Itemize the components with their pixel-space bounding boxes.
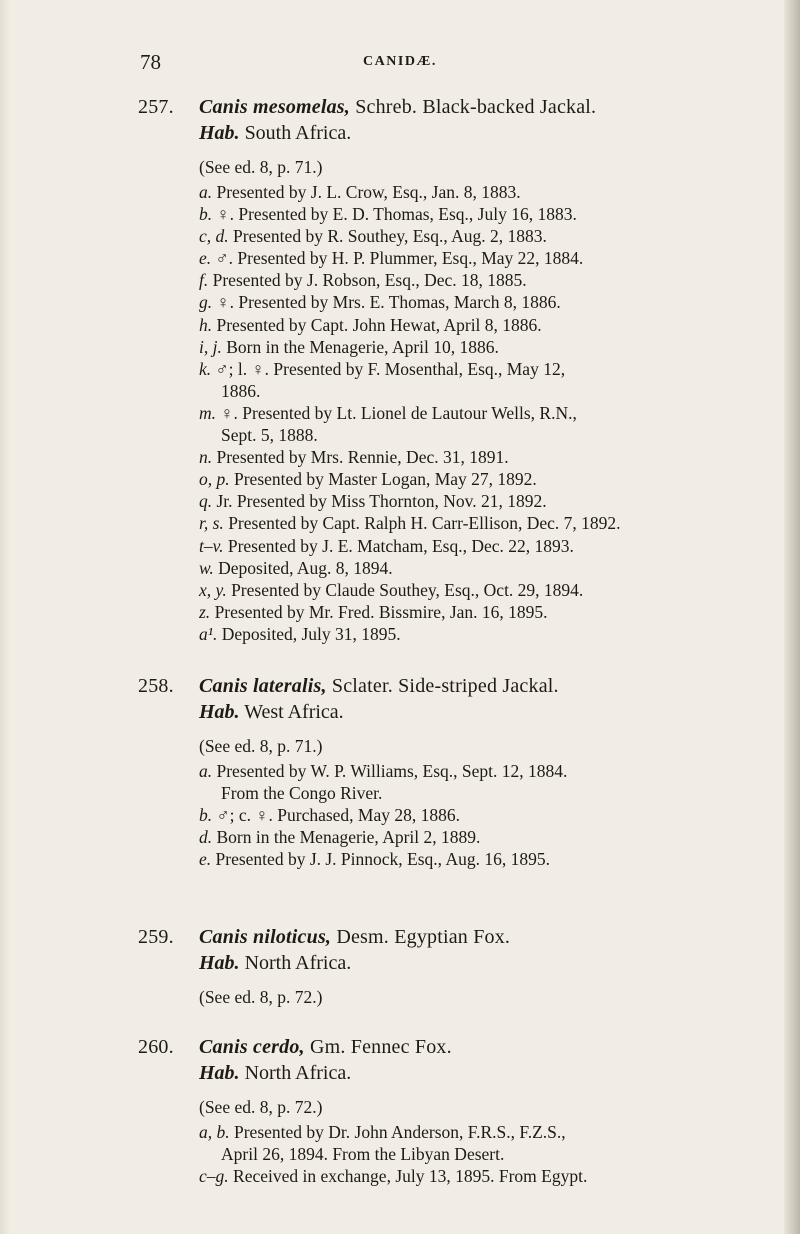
list-item: w. Deposited, Aug. 8, 1894. bbox=[199, 557, 393, 578]
habitat-label: Hab. bbox=[199, 122, 240, 144]
entry-257 bbox=[138, 94, 764, 645]
page-edge bbox=[784, 0, 800, 1234]
species-name: Canis niloticus, bbox=[199, 926, 332, 948]
habitat-line bbox=[199, 1060, 764, 1086]
entry-259 bbox=[138, 924, 764, 1011]
species-name: Canis mesomelas, bbox=[199, 96, 350, 118]
entry-number: 260. bbox=[138, 1036, 174, 1058]
habitat-label: Hab. bbox=[199, 1062, 240, 1084]
list-item: f. Presented by J. Robson, Esq., Dec. 18, 1885. bbox=[199, 270, 527, 291]
page-header bbox=[0, 50, 800, 80]
page-gutter-shadow bbox=[0, 0, 10, 1234]
entry-258 bbox=[138, 673, 764, 870]
see-reference: (See ed. 8, p. 71.) bbox=[199, 736, 323, 756]
species-common: Schreb. Black-backed Jackal. bbox=[350, 96, 597, 118]
list-item: i, j. Born in the Menagerie, April 10, 1886. bbox=[199, 336, 499, 357]
list-item: a, b. Presented by Dr. John Anderson, F.R.S., F.Z.S., April 26, 1894. From the Libyan Desert. bbox=[199, 1122, 566, 1165]
habitat-label: Hab. bbox=[199, 952, 240, 974]
running-head: CANIDÆ. bbox=[363, 54, 437, 69]
species-name: Canis cerdo, bbox=[199, 1036, 305, 1058]
list-item: m. ♀. Presented by Lt. Lionel de Lautour Wells, R.N., Sept. 5, 1888. bbox=[199, 402, 577, 446]
entry-title bbox=[138, 1034, 764, 1060]
list-item: k. ♂; l. ♀. Presented by F. Mosenthal, Esq., May 12, 1886. bbox=[199, 358, 566, 401]
list-item: a¹. Deposited, July 31, 1895. bbox=[199, 623, 401, 644]
species-common: Sclater. Side-striped Jackal. bbox=[326, 675, 559, 697]
habitat-text: West Africa. bbox=[239, 701, 344, 723]
see-reference: (See ed. 8, p. 72.) bbox=[199, 987, 323, 1007]
habitat-line bbox=[199, 699, 764, 725]
list-item: e. Presented by J. J. Pinnock, Esq., Aug. 16, 1895. bbox=[199, 849, 550, 870]
list-item: q. Jr. Presented by Miss Thornton, Nov. 21, 1892. bbox=[199, 491, 547, 512]
habitat-line bbox=[199, 950, 764, 976]
entry-title bbox=[138, 94, 764, 120]
list-item: t–v. Presented by J. E. Matcham, Esq., Dec. 22, 1893. bbox=[199, 535, 574, 556]
habitat-text: South Africa. bbox=[239, 122, 352, 144]
see-reference: (See ed. 8, p. 72.) bbox=[199, 1097, 323, 1117]
list-item: c–g. Received in exchange, July 13, 1895. From Egypt. bbox=[199, 1166, 588, 1187]
entry-number: 257. bbox=[138, 96, 174, 118]
entry-number: 258. bbox=[138, 675, 174, 697]
habitat-line bbox=[199, 120, 764, 146]
list-item: z. Presented by Mr. Fred. Bissmire, Jan. 16, 1895. bbox=[199, 601, 548, 622]
list-item: n. Presented by Mrs. Rennie, Dec. 31, 1891. bbox=[199, 447, 509, 468]
list-item: g. ♀. Presented by Mrs. E. Thomas, March 8, 1886. bbox=[199, 292, 561, 313]
list-item: a. Presented by J. L. Crow, Esq., Jan. 8, 1883. bbox=[199, 182, 521, 202]
list-item: h. Presented by Capt. John Hewat, April 8, 1886. bbox=[199, 314, 542, 335]
entry-number: 259. bbox=[138, 926, 174, 948]
habitat-text: North Africa. bbox=[239, 1062, 352, 1084]
list-item: b. ♀. Presented by E. D. Thomas, Esq., July 16, 1883. bbox=[199, 204, 577, 225]
list-item: a. Presented by W. P. Williams, Esq., Sept. 12, 1884. From the Congo River. bbox=[199, 761, 568, 804]
entry-title bbox=[138, 924, 764, 950]
habitat-text: North Africa. bbox=[239, 952, 352, 974]
list-item: x, y. Presented by Claude Southey, Esq., Oct. 29, 1894. bbox=[199, 579, 584, 600]
entry-260 bbox=[138, 1034, 764, 1187]
see-reference: (See ed. 8, p. 71.) bbox=[199, 157, 323, 177]
page-number: 78 bbox=[140, 50, 161, 74]
habitat-label: Hab. bbox=[199, 701, 240, 723]
list-item: d. Born in the Menagerie, April 2, 1889. bbox=[199, 827, 481, 848]
list-item: r, s. Presented by Capt. Ralph H. Carr-Ellison, Dec. 7, 1892. bbox=[199, 513, 621, 534]
species-common: Desm. Egyptian Fox. bbox=[331, 926, 511, 948]
list-item: o, p. Presented by Master Logan, May 27, 1892. bbox=[199, 469, 537, 490]
entry-title bbox=[138, 673, 764, 699]
list-item: e. ♂. Presented by H. P. Plummer, Esq., May 22, 1884. bbox=[199, 248, 584, 269]
species-common: Gm. Fennec Fox. bbox=[304, 1036, 452, 1058]
list-item: c, d. Presented by R. Southey, Esq., Aug. 2, 1883. bbox=[199, 226, 547, 247]
list-item: b. ♂; c. ♀. Purchased, May 28, 1886. bbox=[199, 805, 461, 826]
species-name: Canis lateralis, bbox=[199, 675, 327, 697]
